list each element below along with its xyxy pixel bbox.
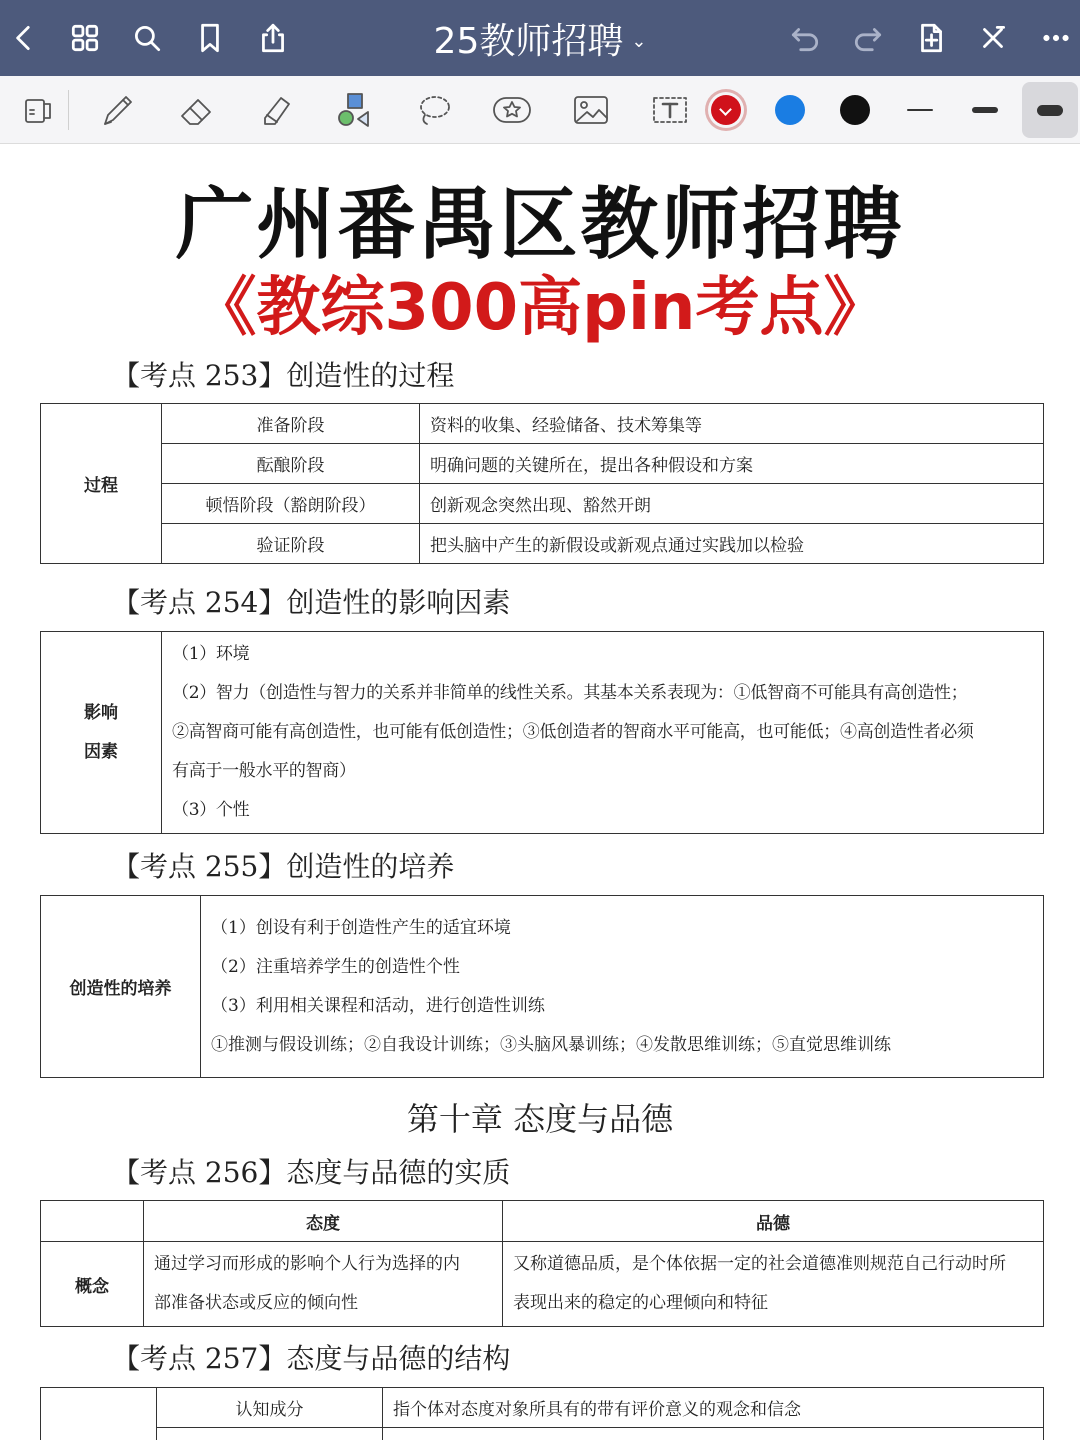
attitude-definition <box>144 1242 503 1327</box>
definition-line: 又称道德品质，是个体依据一定的社会道德准则规范自己行动时所 <box>513 1254 1006 1274</box>
stage-description: 明确问题的关键所在，提出各种假设和方案 <box>420 444 1044 484</box>
document-title: 25教师招聘 <box>433 20 624 62</box>
attitude-structure-table <box>40 1387 1044 1440</box>
table-row <box>41 1428 1044 1440</box>
table-row <box>41 444 1044 484</box>
color-swatch-black[interactable] <box>840 95 870 125</box>
label-line: 因素 <box>84 741 118 762</box>
search-icon[interactable] <box>123 14 171 62</box>
table-header-row <box>41 1201 1044 1242</box>
component-description: 指个体对态度对象所具有的带有评价意义的观念和信念 <box>383 1388 1044 1428</box>
factor-intelligence-cont: ②高智商可能有高创造性，也可能有低创造性；③低创造者的智商水平可能高，也可能低；④高创造性者必须 <box>172 722 974 742</box>
top-nav-bar <box>0 0 1080 76</box>
lasso-icon[interactable] <box>405 82 461 138</box>
column-header-morality: 品德 <box>503 1201 1044 1242</box>
stroke-width-medium[interactable] <box>957 82 1013 138</box>
stage-description: 创新观念突然出现、豁然开朗 <box>420 484 1044 524</box>
label-line: 影响 <box>84 702 118 723</box>
stage-description: 资料的收集、经验储备、技术筹集等 <box>420 404 1044 444</box>
cultivation-item: （3）利用相关课程和活动，进行创造性训练 <box>211 995 545 1016</box>
attitude-morality-table <box>40 1200 1044 1327</box>
stage-name: 准备阶段 <box>162 404 420 444</box>
row-label-concept: 概念 <box>41 1242 144 1327</box>
definition-line: 表现出来的稳定的心理倾向和特征 <box>513 1293 768 1313</box>
stroke-width-thin[interactable] <box>892 82 948 138</box>
pen-icon[interactable] <box>89 82 145 138</box>
creativity-process-table <box>40 403 1044 564</box>
stage-description: 把头脑中产生的新假设或新观点通过实践加以检验 <box>420 524 1044 564</box>
add-page-icon[interactable] <box>907 14 955 62</box>
section-254-heading: 【考点 254】创造性的影响因素 <box>112 586 511 619</box>
component-name <box>157 1428 383 1440</box>
cultivation-item: ①推测与假设训练；②自我设计训练；③头脑风暴训练；④发散思维训练；⑤直觉思维训练 <box>211 1034 891 1055</box>
section-253-heading: 【考点 253】创造性的过程 <box>112 359 455 392</box>
text-icon[interactable] <box>642 82 698 138</box>
morality-definition <box>503 1242 1044 1327</box>
empty-header-cell <box>41 1201 144 1242</box>
annotation-toolbar <box>0 76 1080 144</box>
factor-environment: （1）环境 <box>172 644 250 664</box>
chapter-heading: 第十章 态度与品德 <box>406 1100 674 1138</box>
eraser-icon[interactable] <box>168 82 224 138</box>
image-icon[interactable] <box>563 82 619 138</box>
table-row <box>41 1388 1044 1428</box>
factor-intelligence-end: 有高于一般水平的智商） <box>172 761 356 781</box>
color-swatch-blue[interactable] <box>775 95 805 125</box>
section-257-heading: 【考点 257】态度与品德的结构 <box>112 1342 511 1375</box>
chevron-down-icon: ⌄ <box>631 30 647 52</box>
cultivation-item: （2）注重培养学生的创造性个性 <box>211 956 460 977</box>
table-row <box>41 524 1044 564</box>
table-row <box>41 1242 1044 1327</box>
document-main-title: 广州番禺区教师招聘 <box>175 180 905 270</box>
sticker-icon[interactable] <box>484 82 540 138</box>
cultivation-item: （1）创设有利于创造性产生的适宜环境 <box>211 917 511 938</box>
color-swatch-red[interactable] <box>711 95 741 125</box>
table-row <box>41 404 1044 444</box>
creativity-cultivation-table <box>40 895 1044 1078</box>
row-label-cultivation: 创造性的培养 <box>41 896 201 1078</box>
row-label-factors <box>41 632 162 834</box>
factor-personality: （3）个性 <box>172 800 250 820</box>
shapes-icon[interactable] <box>326 82 382 138</box>
factor-intelligence: （2）智力（创造性与智力的关系并非简单的线性关系。其基本关系表现为：①低智商不可能具有高创造性； <box>172 683 968 703</box>
back-icon[interactable] <box>0 14 48 62</box>
grid-icon[interactable] <box>61 14 109 62</box>
definition-line: 部准备状态或反应的倾向性 <box>154 1293 358 1313</box>
row-label-structure <box>41 1388 157 1440</box>
stroke-width-thick[interactable] <box>1022 82 1078 138</box>
highlighter-icon[interactable] <box>247 82 303 138</box>
document-title-dropdown[interactable] <box>340 12 740 64</box>
stage-name: 顿悟阶段（豁朗阶段） <box>162 484 420 524</box>
section-256-heading: 【考点 256】态度与品德的实质 <box>112 1156 511 1189</box>
factors-content <box>162 632 1044 834</box>
layout-toggle-icon[interactable] <box>10 82 66 138</box>
stage-name: 验证阶段 <box>162 524 420 564</box>
section-255-heading: 【考点 255】创造性的培养 <box>112 850 455 883</box>
toolbar-divider <box>68 90 69 130</box>
undo-icon[interactable] <box>781 14 829 62</box>
table-row <box>41 632 1044 834</box>
row-label-process: 过程 <box>41 404 162 564</box>
table-row <box>41 896 1044 1078</box>
column-header-attitude: 态度 <box>144 1201 503 1242</box>
table-row <box>41 484 1044 524</box>
close-icon[interactable] <box>969 14 1017 62</box>
creativity-factors-table <box>40 631 1044 834</box>
bookmark-icon[interactable] <box>186 14 234 62</box>
component-description <box>383 1428 1044 1440</box>
document-subtitle: 《教综300高pin考点》 <box>192 271 888 345</box>
definition-line: 通过学习而形成的影响个人行为选择的内 <box>154 1254 460 1274</box>
redo-icon[interactable] <box>844 14 892 62</box>
share-icon[interactable] <box>249 14 297 62</box>
component-name: 认知成分 <box>157 1388 383 1428</box>
stage-name: 酝酿阶段 <box>162 444 420 484</box>
more-icon[interactable] <box>1032 14 1080 62</box>
cultivation-content <box>201 896 1044 1078</box>
